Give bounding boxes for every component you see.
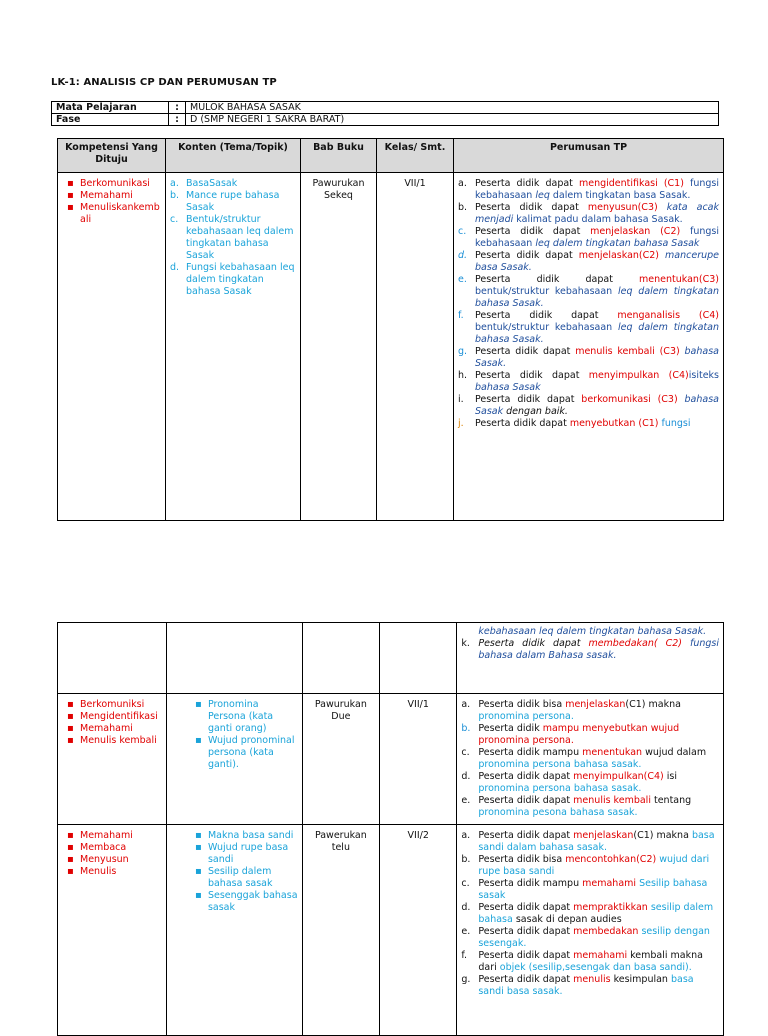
tp-text: Peserta didik dapat bbox=[478, 974, 574, 985]
item-letter: k. bbox=[461, 638, 470, 649]
header-bab: Bab Buku bbox=[301, 139, 377, 173]
tp-verb: menganalisis (C4) bbox=[617, 310, 719, 321]
tp-verb: menentukan bbox=[582, 747, 643, 758]
tp-text: kata acak menjadi bbox=[475, 202, 719, 225]
tp-text: bentuk/struktur kebahasaan bbox=[475, 322, 618, 333]
item-letter: a. bbox=[458, 178, 467, 189]
kompetensi-item: ▪ Menulis bbox=[80, 866, 162, 878]
tp-text: sesilip dalem bahasa bbox=[478, 902, 714, 925]
tp-text: mancerupe basa Sasak. bbox=[475, 250, 719, 273]
kompetensi-item: ▪ Menulis kembali bbox=[80, 735, 162, 747]
tp-text: Sesilip bahasa sasak bbox=[478, 878, 708, 901]
meta-value: MULOK BAHASA SASAK bbox=[186, 102, 719, 114]
meta-separator: : bbox=[169, 102, 186, 114]
tp-text: bentuk/struktur kebahasaan bbox=[475, 286, 618, 297]
item-letter: b. bbox=[461, 854, 471, 865]
kompetensi-item: ▪ Membaca bbox=[80, 842, 162, 854]
tp-text: wujud dari rupe basa sandi bbox=[478, 854, 710, 877]
tp-text: Peserta didik dapat bbox=[475, 370, 589, 381]
tp-text: Peserta didik bisa bbox=[478, 854, 566, 865]
meta-value: D (SMP NEGERI 1 SAKRA BARAT) bbox=[186, 114, 719, 126]
tp-text: kembali makna dari bbox=[478, 950, 703, 973]
tp-verb: menentukan(C3) bbox=[639, 274, 719, 285]
tp-text: sasak di depan audies bbox=[512, 914, 622, 925]
tp-text: Peserta didik dapat bbox=[478, 771, 574, 782]
tp-item bbox=[458, 250, 719, 274]
table-row bbox=[58, 173, 724, 521]
tp-item bbox=[461, 854, 719, 878]
tp-text: Peserta didik bbox=[478, 723, 543, 734]
kompetensi-item: ▪ Mengidentifikasi bbox=[80, 711, 162, 723]
bab-cell bbox=[302, 623, 379, 694]
tp-text: Peserta didik dapat bbox=[478, 902, 574, 913]
tp-item bbox=[461, 747, 719, 771]
konten-text: BasaSasak bbox=[186, 178, 238, 189]
tp-verb: menulis bbox=[573, 974, 611, 985]
meta-row bbox=[52, 114, 719, 126]
item-letter: a. bbox=[461, 830, 471, 841]
tp-text: objek (sesilip,sesengak dan basa sandi). bbox=[499, 962, 692, 973]
item-letter: i. bbox=[458, 394, 464, 405]
header-kompetensi: Kompetensi Yang Dituju bbox=[58, 139, 166, 173]
meta-label: Fase bbox=[52, 114, 169, 126]
meta-table bbox=[51, 101, 719, 126]
tp-text: Peserta didik dapat bbox=[478, 795, 574, 806]
tp-verb: membedakan( C2) bbox=[588, 638, 682, 649]
item-letter: c. bbox=[458, 226, 467, 237]
item-letter: c. bbox=[170, 214, 179, 225]
page-title: LK-1: ANALISIS CP DAN PERUMUSAN TP bbox=[51, 77, 277, 88]
tp-verb: menyimpulkan(C4) bbox=[573, 771, 664, 782]
tp-verb: mempraktikkan bbox=[573, 902, 648, 913]
tp-verb: menyebutkan (C1) bbox=[569, 418, 659, 429]
kompetensi-item: ▪ Memahami bbox=[80, 190, 161, 202]
tp-item bbox=[461, 878, 719, 902]
tp-item bbox=[461, 638, 719, 662]
kelas-cell: VII/2 bbox=[380, 825, 457, 1036]
tp-verb: menjelaskan bbox=[565, 699, 626, 710]
tp-text: Peserta didik dapat bbox=[478, 926, 574, 937]
item-letter: b. bbox=[170, 190, 180, 201]
item-letter: c. bbox=[461, 878, 470, 889]
konten-item bbox=[170, 262, 296, 298]
konten-item: ▪ Sesilip dalem bahasa sasak bbox=[208, 866, 298, 890]
tp-text: fungsi bahasa dalam Bahasa sasak. bbox=[478, 638, 719, 661]
tp-verb: menjelaskan bbox=[573, 830, 634, 841]
tp-text: basa sandi dalam bahasa sasak. bbox=[478, 830, 715, 853]
konten-cell bbox=[166, 825, 302, 1036]
tp-text: Peserta didik dapat bbox=[475, 274, 639, 285]
header-konten: Konten (Tema/Topik) bbox=[166, 139, 301, 173]
bab-cell: Pawurukan Due bbox=[302, 694, 379, 825]
konten-item: ▪ Wujud rupe basa sandi bbox=[208, 842, 298, 866]
tp-text: fungsi kebahasaan bbox=[475, 226, 719, 249]
tp-text: Peserta didik mampu bbox=[478, 878, 583, 889]
tp-text: pronomina persona bahasa sasak. bbox=[478, 783, 642, 794]
kompetensi-item: ▪ Memahami bbox=[80, 830, 162, 842]
kompetensi-cell bbox=[58, 694, 167, 825]
item-letter: e. bbox=[461, 926, 471, 937]
tp-text: Peserta didik dapat bbox=[475, 418, 570, 429]
tp-text: pronomina persona. bbox=[478, 735, 574, 746]
kompetensi-item: ▪ Berkomuniksi bbox=[80, 699, 162, 711]
kompetensi-item: ▪ Menyusun bbox=[80, 854, 162, 866]
bab-cell: Pawurukan Sekeq bbox=[301, 173, 377, 521]
tp-text: Peserta didik dapat bbox=[475, 250, 579, 261]
tp-text: Peserta didik dapat bbox=[478, 830, 574, 841]
konten-item bbox=[170, 190, 296, 214]
tp-text: isiteks bbox=[688, 370, 719, 381]
tp-cell bbox=[457, 694, 724, 825]
tp-text: bahasa Sasak bbox=[475, 394, 719, 417]
tp-verb: menulis kembali (C3) bbox=[575, 346, 680, 357]
tp-cell bbox=[457, 623, 724, 694]
item-letter: a. bbox=[461, 699, 471, 710]
tp-cell bbox=[454, 173, 724, 521]
tp-verb: memahami bbox=[582, 878, 637, 889]
tp-text: Peserta didik dapat bbox=[475, 202, 588, 213]
tp-item bbox=[461, 771, 719, 795]
tp-verb: menjelaskan (C2) bbox=[590, 226, 681, 237]
tp-item bbox=[458, 370, 719, 394]
tp-text: pronomina pesona bahasa sasak. bbox=[478, 807, 638, 818]
tp-verb: mencontohkan(C2) bbox=[565, 854, 657, 865]
tp-item bbox=[461, 902, 719, 926]
kompetensi-item: ▪ Memahami bbox=[80, 723, 162, 735]
tp-text: bahasa Sasak bbox=[475, 382, 541, 393]
item-letter: f. bbox=[461, 950, 468, 961]
konten-cell bbox=[166, 173, 301, 521]
konten-text: Bentuk/struktur kebahasaan leq dalem tingkatan bahasa Sasak bbox=[186, 214, 294, 261]
tp-text: leq dalem tingkatan bahasa Sasak bbox=[535, 238, 700, 249]
item-letter: a. bbox=[170, 178, 179, 189]
tp-verb: menulis kembali bbox=[573, 795, 651, 806]
header-kelas: Kelas/ Smt. bbox=[377, 139, 454, 173]
tp-verb: membedakan bbox=[573, 926, 639, 937]
tp-text: basa sandi basa sasak. bbox=[478, 974, 694, 997]
konten-text: Mance rupe bahasa Sasak bbox=[186, 190, 280, 213]
tp-item bbox=[461, 795, 719, 819]
tp-text: Peserta didik dapat bbox=[478, 950, 574, 961]
konten-cell bbox=[166, 623, 302, 694]
header-row bbox=[58, 139, 724, 173]
meta-row bbox=[52, 102, 719, 114]
tp-text: dengan baik. bbox=[503, 406, 568, 417]
item-letter: e. bbox=[461, 795, 471, 806]
konten-text: Fungsi kebahasaan leq dalem tingkatan bahasa Sasak bbox=[186, 262, 295, 297]
konten-item: ▪ Wujud pronominal persona (kata ganti). bbox=[208, 735, 298, 771]
tp-text: dalem tingkatan basa Sasak. bbox=[549, 190, 691, 201]
meta-label: Mata Pelajaran bbox=[52, 102, 169, 114]
tp-text: isi bbox=[663, 771, 678, 782]
konten-item: ▪ Pronomina Persona (kata ganti orang) bbox=[208, 699, 298, 735]
tp-verb: menyusun(C3) bbox=[587, 202, 658, 213]
tp-verb: berkomunikasi (C3) bbox=[581, 394, 678, 405]
tp-text: tentang bbox=[650, 795, 692, 806]
tp-item bbox=[458, 346, 719, 370]
tp-item bbox=[461, 830, 719, 854]
tp-verb: menyimpulkan (C4) bbox=[588, 370, 689, 381]
tp-text: kesimpulan bbox=[610, 974, 671, 985]
tp-item bbox=[458, 310, 719, 346]
tp-text: Peserta didik dapat bbox=[478, 638, 589, 649]
tp-text: bahasa Sasak. bbox=[475, 346, 719, 369]
item-letter: d. bbox=[170, 262, 180, 273]
kelas-cell: VII/1 bbox=[377, 173, 454, 521]
tp-item bbox=[461, 723, 719, 747]
tp-text: Peserta didik dapat bbox=[475, 346, 576, 357]
tp-text: kebahasaan leq dalem tingkatan bahasa Sasak. bbox=[478, 626, 707, 637]
kelas-cell bbox=[380, 623, 457, 694]
kompetensi-cell bbox=[58, 173, 166, 521]
item-letter: d. bbox=[458, 250, 468, 261]
item-letter: b. bbox=[461, 723, 471, 734]
tp-verb: mampu menyebutkan wujud bbox=[542, 723, 680, 734]
tp-verb: mengidentifikasi (C1) bbox=[578, 178, 684, 189]
tp-text: Peserta didik dapat bbox=[475, 178, 579, 189]
tp-item bbox=[458, 202, 719, 226]
item-letter: h. bbox=[458, 370, 468, 381]
tp-text: Peserta didik bisa bbox=[478, 699, 566, 710]
konten-item: ▪ Sesenggak bahasa sasak bbox=[208, 890, 298, 914]
kelas-cell: VII/1 bbox=[380, 694, 457, 825]
tp-text: (C1) makna bbox=[633, 830, 692, 841]
konten-item bbox=[170, 214, 296, 262]
tp-text: Peserta didik dapat bbox=[475, 226, 591, 237]
kompetensi-cell bbox=[58, 623, 167, 694]
item-letter: d. bbox=[461, 902, 471, 913]
table-row bbox=[58, 825, 724, 1036]
tp-text: pronomina persona bahasa sasak. bbox=[478, 759, 642, 770]
tp-item bbox=[461, 974, 719, 998]
konten-cell bbox=[166, 694, 302, 825]
tp-text: fungsi bbox=[658, 418, 691, 429]
konten-item bbox=[170, 178, 296, 190]
tp-item bbox=[458, 394, 719, 418]
tp-text: Peserta didik dapat bbox=[475, 394, 582, 405]
tp-text: Peserta didik mampu bbox=[478, 747, 583, 758]
konten-item: ▪ Makna basa sandi bbox=[208, 830, 298, 842]
tp-table-part1 bbox=[57, 138, 724, 521]
kompetensi-item: ▪ Menuliskankembali bbox=[80, 202, 161, 226]
tp-text: leq bbox=[535, 190, 550, 201]
header-tp: Perumusan TP bbox=[454, 139, 724, 173]
tp-item bbox=[461, 926, 719, 950]
tp-table-part2 bbox=[57, 622, 724, 1036]
table-row bbox=[58, 694, 724, 825]
meta-separator: : bbox=[169, 114, 186, 126]
item-letter: d. bbox=[461, 771, 471, 782]
item-letter: e. bbox=[458, 274, 467, 285]
tp-item bbox=[458, 418, 719, 430]
tp-item bbox=[458, 226, 719, 250]
item-letter: g. bbox=[461, 974, 471, 985]
tp-verb: memahami bbox=[573, 950, 628, 961]
item-letter: j. bbox=[458, 418, 464, 429]
tp-item-continued bbox=[461, 626, 719, 638]
tp-text: wujud dalam bbox=[642, 747, 707, 758]
tp-item bbox=[461, 699, 719, 723]
tp-text: fungsi kebahasaan bbox=[475, 178, 720, 201]
item-letter: c. bbox=[461, 747, 470, 758]
item-letter: b. bbox=[458, 202, 468, 213]
kompetensi-item: ▪ Berkomunikasi bbox=[80, 178, 161, 190]
tp-text: pronomina persona. bbox=[478, 711, 574, 722]
item-letter: g. bbox=[458, 346, 468, 357]
tp-cell bbox=[457, 825, 724, 1036]
tp-item bbox=[461, 950, 719, 974]
table-row bbox=[58, 623, 724, 694]
tp-text: Peserta didik dapat bbox=[475, 310, 618, 321]
tp-text: leq dalem tingkatan bahasa Sasak. bbox=[475, 286, 719, 309]
tp-item bbox=[458, 274, 719, 310]
tp-text: leq dalem tingkatan bahasa Sasak. bbox=[475, 322, 719, 345]
tp-text: (C1) makna bbox=[625, 699, 681, 710]
tp-text: sesilip dengan sesengak. bbox=[478, 926, 710, 949]
tp-verb: menjelaskan(C2) bbox=[578, 250, 660, 261]
item-letter: f. bbox=[458, 310, 464, 321]
bab-cell: Pawerukan telu bbox=[302, 825, 379, 1036]
tp-item bbox=[458, 178, 719, 202]
tp-text: kalimat padu dalam bahasa Sasak. bbox=[513, 214, 683, 225]
kompetensi-cell bbox=[58, 825, 167, 1036]
